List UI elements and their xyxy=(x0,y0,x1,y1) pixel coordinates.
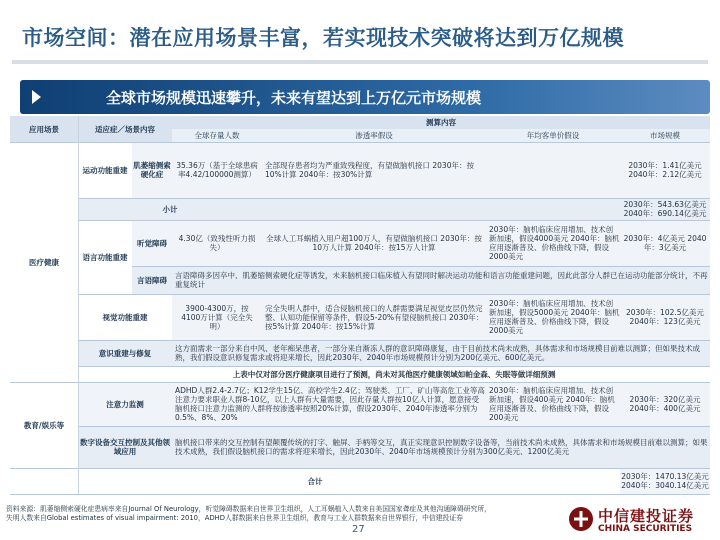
total-label: 合计 xyxy=(307,476,323,486)
source-footnote: 资料来源：肌萎缩侧索硬化症患病率来自Journal Of Neurology，听觉障碍数据来自世界卫生组织，人工耳蜗植入人数来自美国国家聋症及其他沟通障碍研究所，失明人数来自Global estimates of visual impairment: 2010，ADHD人群数据来自世界卫生组织，教育与工业人群数据来自世界银行，中信建投证券 xyxy=(6,505,491,522)
als-patients: 35.36万（基于全球患病率4.42/100000测算） xyxy=(172,142,262,198)
title-divider xyxy=(12,60,708,64)
page-title: 市场空间：潜在应用场景丰富，若实现技术突破将达到万亿规模 xyxy=(22,26,624,50)
attention-details: ADHD人群2.4-2.7亿；K12学生15亿、高校学生2.4亿；驾驶类、工厂、矿山等高危工业等高注意力要求职业人群8-10亿，以上人群有大量需要，因此存量人群按10亿人计算，愿意接受脑机接口注意力监测的人群将按渗透率按照20%计算，假设2030年、2040年渗透率分别为0.5%、8%、20% xyxy=(172,382,486,426)
vision-label: 视觉功能重建 xyxy=(102,312,148,322)
table-rule xyxy=(10,142,710,143)
section-banner xyxy=(20,80,710,114)
header-price: 年均客单价假设 xyxy=(486,129,620,142)
attention-label: 注意力监测 xyxy=(78,382,172,426)
table-rule xyxy=(78,294,710,295)
banner-text: 全球市场规模迅速攀升，未来有望达到上万亿元市场规模 xyxy=(106,89,482,107)
attention-market: 2030年：320亿美元 2040年：400亿美元 xyxy=(620,382,710,426)
total-market: 2030年：1470.13亿美元 2040年：3040.14亿美元 xyxy=(620,468,710,494)
company-logo xyxy=(568,504,718,538)
page-number: 27 xyxy=(352,524,365,535)
speech-label: 言语障碍 xyxy=(132,266,172,294)
header-calc: 测算内容 xyxy=(172,116,710,129)
vision-price: 2030年：脑机临床应用增加、技术创新加速，假设5000美元 2040年：脑机应用逐渐普及、价格曲线下降，假设2000美元 xyxy=(486,294,620,340)
table-rule xyxy=(10,382,710,383)
table-rule xyxy=(78,366,710,367)
subtotal-empty xyxy=(262,198,620,220)
header-penetration: 渗透率假设 xyxy=(262,129,486,142)
als-label: 肌萎缩侧索硬化症 xyxy=(132,142,172,198)
scene-education: 教育/娱乐等 xyxy=(23,420,65,430)
header-market: 市场规模 xyxy=(620,129,710,142)
banner-arrow-icon xyxy=(32,90,41,104)
table-rule xyxy=(78,220,710,221)
hearing-patients: 4.30亿（致残性听力损失） xyxy=(172,220,262,266)
forecast-scope-note: 上表中仅对部分医疗健康项目进行了预测，尚未对其他医疗健康领域如帕金森、失眠等做详细预测 xyxy=(78,366,710,382)
hearing-penetration: 全球人工耳蜗植入用户超100万人，有望做脑机接口 2030年：按10万人计算 2040年：按15万人计算 xyxy=(262,220,486,266)
als-market: 2030年：1.41亿美元 2040年：2.12亿美元 xyxy=(620,142,710,198)
table-rule xyxy=(10,468,710,469)
vision-market: 2030年：102.5亿美元 2040年：123亿美元 xyxy=(620,294,710,340)
motor-function-label: 运动功能重建 xyxy=(82,165,128,175)
consciousness-note: 这方面需求一部分来自中风、老年痴呆患者，一部分来自渐冻人群的意识障碍康复，由于目前技术尚未成熟，具体需求和市场规模目前难以测算；但如果技术成熟，我们假设意识修复需求或将迎来增长，因此2030年、2040年市场规模预计分别为200亿美元、600亿美元。 xyxy=(172,340,710,366)
hearing-price: 2030年：脑机临床应用增加、技术创新加速，假设4000美元 2040年：脑机应用逐渐普及、价格曲线下降，假设2000美元 xyxy=(486,220,620,266)
table-rule xyxy=(10,494,710,495)
als-price-empty xyxy=(486,142,620,198)
hci-note: 脑机接口带来的交互控制有望颠覆传统的打字、触屏、手柄等交互，真正实现意识控制数字设备等，当前技术尚未成熟，具体需求和市场规模目前难以测算；如果技术成熟，我们假设脑机接口的需求将迎来增长，因此2030年、2040年市场规模预计分别为300亿美元、1200亿美元 xyxy=(172,426,710,468)
hearing-label: 听觉障碍 xyxy=(132,220,172,266)
table-rule xyxy=(78,426,710,427)
attention-price: 2030年：脑机临床应用增加、技术创新加速，假设400美元 2040年：脑机应用逐渐普及、价格曲线下降，假设200美元 xyxy=(486,382,620,426)
scene-medical: 医疗健康 xyxy=(29,257,59,267)
citic-logo-icon xyxy=(568,506,594,532)
header-detail: 适应症／场景内容 xyxy=(78,116,172,142)
hearing-market: 2030年：4亿美元 2040年：3亿美元 xyxy=(620,220,710,266)
language-function-label: 语言功能重建 xyxy=(82,252,128,262)
header-patients: 全球存量人数 xyxy=(172,129,262,142)
speech-note: 言语障碍多因卒中、肌萎缩侧索硬化症等诱发，未来脑机接口临床植入有望同时解决运动功能和语言功能重建问题，因此此部分人群已在运动功能部分统计，不再重复统计 xyxy=(172,266,710,294)
als-penetration: 全部现存患者均为严重致残程度，有望做脑机接口 2030年：按10%计算 2040年：按30%计算 xyxy=(262,142,486,198)
vision-penetration: 完全失明人群中，适合侵脑机接口的人群需要满足视觉皮层仍然完整、认知功能保留等条件，假设5-20%有望侵脑机接口 2030年：按5%计算 2040年：按15%计算 xyxy=(262,294,486,340)
table-rule xyxy=(78,116,79,494)
vision-patients: 3900-4300万，按4100万计算（完全失明） xyxy=(172,294,262,340)
logo-name-cn: 中信建投证券 xyxy=(598,507,695,525)
hci-label: 数字设备交互控制及其他领域应用 xyxy=(78,426,172,468)
header-scene: 应用场景 xyxy=(10,116,78,142)
market-size-table xyxy=(10,116,710,500)
table-rule xyxy=(78,198,710,199)
subtotal-label: 小计 xyxy=(78,198,262,220)
consciousness-label: 意识重建与修复 xyxy=(78,340,172,366)
table-rule xyxy=(132,266,710,267)
subtotal-market: 2030年：543.63亿美元 2040年：690.14亿美元 xyxy=(620,198,710,220)
table-rule xyxy=(78,340,710,341)
logo-name-en: CHINA SECURITIES xyxy=(598,524,693,534)
